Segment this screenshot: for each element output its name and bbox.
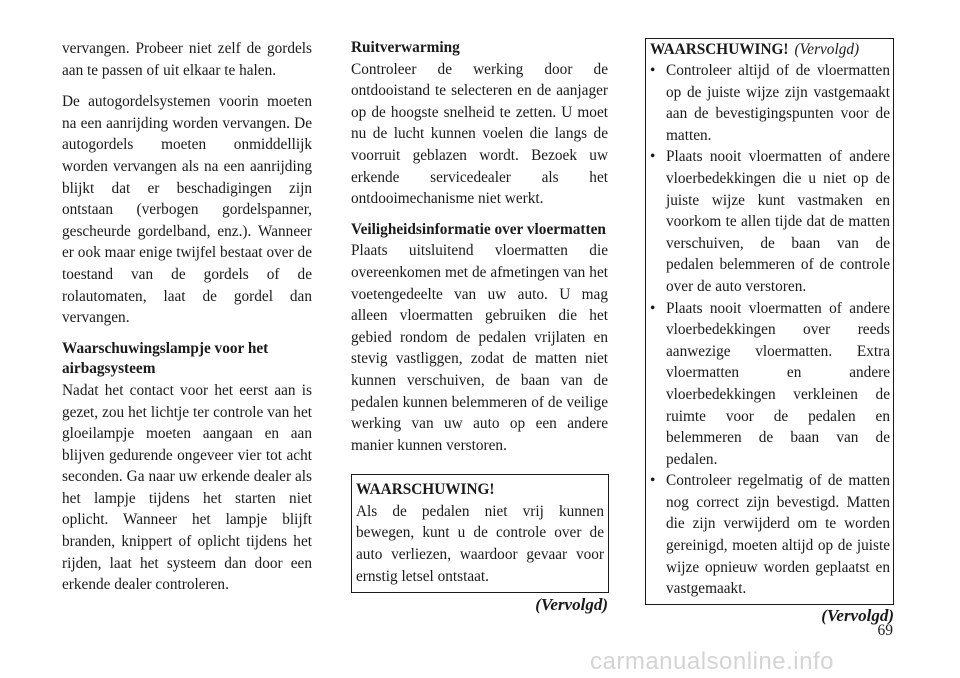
paragraph-vloermatten: Plaats uitsluitend vloermatten die overeenkomen met de afmetingen van het voetengedeelte van uw auto. U mag alleen vloermatten gebruiken die het gebied rondom de pedalen vrijlaten en stevig vastliggen, zodat de matten niet kunnen verschuiven, de baan van de pedalen kunnen belemmeren of de veilige werking van uw auto op een andere manier kunnen verstoren. bbox=[351, 242, 608, 454]
warning-title: WAARSCHUWING! bbox=[356, 481, 495, 499]
column-middle bbox=[351, 38, 608, 615]
paragraph-airbag-lampje: Nadat het contact voor het eerst aan is gezet, zou het lichtje ter controle van het gloeilampje moeten aangaan en aan blijven gedurende ongeveer vier tot acht seconden. Ga naar uw erkende dealer als het lampje tijdens het starten niet oplicht. Wanneer het lampje blijft branden, knippert of oplicht tijdens het rijden, laat het systeem dan door een erkende dealer controleren. bbox=[62, 381, 312, 594]
list-item: • Controleer altijd of de vloermatten op de juiste wijze zijn vastgemaakt aan de bevestigingspunten voor de matten. bbox=[650, 62, 890, 144]
warning-title-line bbox=[650, 40, 890, 60]
heading-ruitverwarming: Ruitverwarming bbox=[351, 39, 460, 56]
paragraph-ruitverwarming: Controleer de werking door de ontdooistand te selecteren en de aanjager op de hoogste snelheid te zetten. U moet nu de lucht kunnen voelen die langs de voorruit geblazen wordt. Bezoek uw erkende servicedealer als het ontdooimechanisme niet werkt. bbox=[351, 60, 608, 208]
warning-box-pedalen bbox=[351, 474, 609, 593]
column-left bbox=[62, 38, 312, 596]
continued-label: (Vervolgd) bbox=[535, 595, 608, 615]
bullet-icon: • bbox=[650, 299, 656, 317]
warning-bullet-list bbox=[650, 60, 890, 600]
paragraph-gordels-vervangen: De autogordelsystemen voorin moeten na een aanrijding worden vervangen. De autogordels moeten onmiddellijk worden vervangen als na een aanrijding blijkt dat er beschadigingen zijn ontstaan (verbogen gordelspanner, gescheurde gordelband, enz.). Wanneer er ook maar enige twijfel bestaat over de toestand van de gordels of de rolautomaten, laat de gordel dan vervangen. bbox=[62, 93, 312, 327]
warning-text: Als de pedalen niet vrij kunnen bewegen, kunt u de controle over de auto verliezen, waardoor gevaar voor ernstig letsel ontstaat. bbox=[356, 502, 604, 585]
warning-continued-suffix: (Vervolgd) bbox=[794, 41, 860, 58]
paragraph-gordels-aanpassen: vervangen. Probeer niet zelf de gordels aan te passen of uit elkaar te halen. bbox=[62, 40, 312, 79]
bullet-icon: • bbox=[650, 472, 656, 490]
page-number: 69 bbox=[877, 622, 893, 639]
column-right bbox=[645, 38, 894, 626]
warning-title: WAARSCHUWING! bbox=[650, 41, 789, 58]
warning-box-vloermatten bbox=[645, 38, 894, 605]
list-item: • Plaats nooit vloermatten of andere vloerbedekkingen die u niet op de juiste wijze kunt vastmaken en voorkom te allen tijde dat de matten verschuiven, de baan van de pedalen belemmeren of de controle over de auto verstoren. bbox=[650, 148, 890, 295]
bullet-icon: • bbox=[650, 62, 656, 79]
continued-label: (Vervolgd) bbox=[821, 605, 894, 625]
watermark-text: carmanualsonline.info bbox=[590, 648, 834, 675]
list-item: • Plaats nooit vloermatten of andere vloerbedekkingen over reeds aanwezige vloermatten. Extra vloermatten en andere vloerbedekkingen verkleinen de ruimte voor de pedalen en belemmeren de baan van de pedalen. bbox=[650, 299, 890, 468]
heading-vloermatten: Veiligheidsinformatie over vloermatten bbox=[351, 220, 606, 238]
list-item: • Controleer regelmatig of de matten nog correct zijn bevestigd. Matten die zijn verwijderd om te worden gereinigd, moeten altijd op de juiste wijze opnieuw worden geplaatst en vastgemaakt. bbox=[650, 472, 890, 598]
bullet-icon: • bbox=[650, 148, 656, 166]
heading-airbag-lampje: Waarschuwingslampje voor het airbagsysteem bbox=[62, 339, 269, 378]
